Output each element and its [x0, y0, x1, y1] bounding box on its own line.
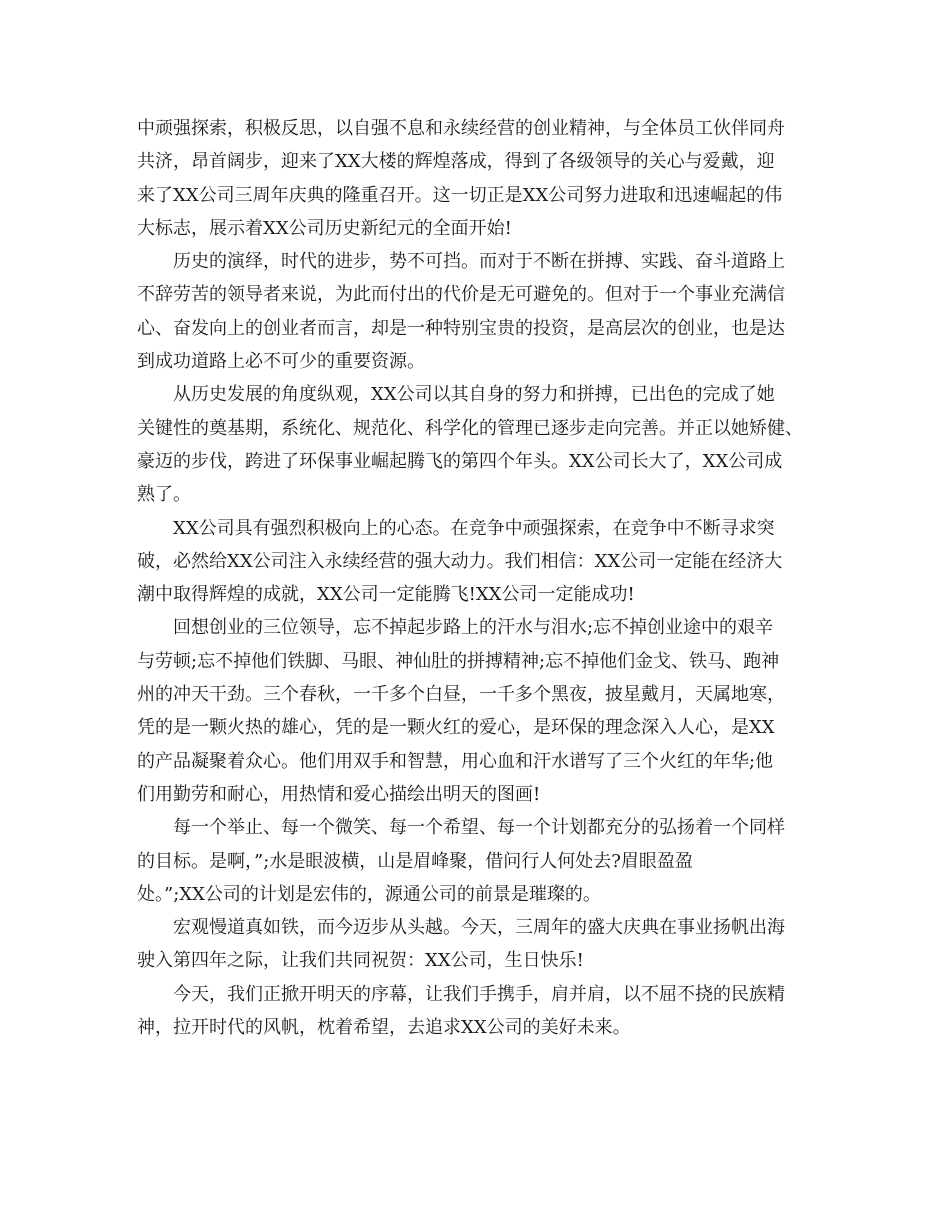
- paragraph-start-line: 回想创业的三位领导，忘不掉起步路上的汗水与泪水;忘不掉创业途中的艰辛: [173, 617, 774, 639]
- paragraph-start-line: 今天，我们正掀开明天的序幕，让我们手携手，肩并肩，以不屈不挠的民族精: [173, 983, 785, 1005]
- paragraph-start-line: 每一个举止、每一个微笑、每一个希望、每一个计划都充分的弘扬着一个同样: [173, 817, 785, 839]
- text-line: 潮中取得辉煌的成就，XX公司一定能腾飞!XX公司一定能成功!: [137, 584, 635, 606]
- paragraph-start-line: 历史的演绎，时代的进步，势不可挡。而对于不断在拼搏、实践、奋斗道路上: [173, 251, 785, 273]
- text-line: 到成功道路上必不可少的重要资源。: [137, 351, 425, 373]
- paragraph-start-line: 宏观慢道真如铁，而今迈步从头越。今天，三周年的盛大庆典在事业扬帆出海: [173, 917, 785, 939]
- text-line: 熟了。: [137, 484, 191, 506]
- text-line: 与劳顿;忘不掉他们铁脚、马眼、神仙肚的拼搏精神;忘不掉他们金戈、铁马、跑神: [137, 650, 780, 672]
- text-line: 大标志，展示着XX公司历史新纪元的全面开始!: [137, 217, 512, 239]
- paragraph-start-line: XX公司具有强烈积极向上的心态。在竞争中顽强探索，在竞争中不断寻求突: [173, 517, 775, 539]
- text-line: 们用勤劳和耐心，用热情和爱心描绘出明天的图画!: [137, 783, 541, 805]
- text-line: 关键性的奠基期，系统化、规范化、科学化的管理已逐步走向完善。并正以她矫健、: [137, 417, 803, 439]
- text-line: 凭的是一颗火热的雄心，凭的是一颗火红的爱心，是环保的理念深入人心，是XX: [137, 717, 775, 739]
- text-line: 驶入第四年之际，让我们共同祝贺：XX公司，生日快乐!: [137, 950, 584, 972]
- text-line: 不辞劳苦的领导者来说，为此而付出的代价是无可避免的。但对于一个事业充满信: [137, 284, 785, 306]
- paragraph-start-line: 从历史发展的角度纵观，XX公司以其自身的努力和拼搏，已出色的完成了她: [173, 384, 775, 406]
- text-line: 共济，昂首阔步，迎来了XX大楼的辉煌落成，得到了各级领导的关心与爱戴，迎: [137, 151, 775, 173]
- text-line: 豪迈的步伐，跨进了环保事业崛起腾飞的第四个年头。XX公司长大了，XX公司成: [137, 450, 783, 472]
- text-line: 来了XX公司三周年庆典的隆重召开。这一切正是XX公司努力进取和迅速崛起的伟: [137, 184, 783, 206]
- text-line: 的目标。是啊，”;水是眼波横，山是眉峰聚，借问行人何处去?眉眼盈盈: [137, 850, 693, 872]
- text-line: 破，必然给XX公司注入永续经营的强大动力。我们相信：XX公司一定能在经济大: [137, 550, 783, 572]
- text-line: 州的冲天干劲。三个春秋，一千多个白昼，一千多个黑夜，披星戴月，天属地寒，: [137, 684, 785, 706]
- text-line: 心、奋发向上的创业者而言，却是一种特别宝贵的投资，是高层次的创业，也是达: [137, 317, 785, 339]
- text-line: 神，拉开时代的风帆，枕着希望，去追求XX公司的美好未来。: [137, 1017, 631, 1039]
- text-line: 中顽强探索，积极反思，以自强不息和永续经营的创业精神，与全体员工伙伴同舟: [137, 118, 785, 139]
- text-line: 的产品凝聚着众心。他们用双手和智慧，用心血和汗水谱写了三个火红的年华;他: [137, 750, 774, 772]
- text-line: 处。”;XX公司的计划是宏伟的，源通公司的前景是璀璨的。: [137, 883, 601, 905]
- document-body: [137, 112, 817, 1044]
